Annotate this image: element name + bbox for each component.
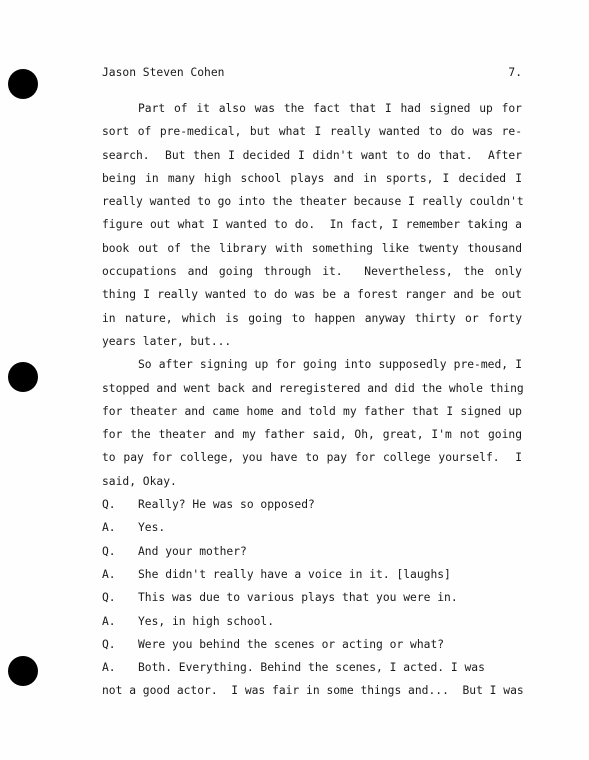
qa-line <box>102 586 522 609</box>
interviewee-name: Jason Steven Cohen <box>102 66 225 79</box>
speaker-tag: A. <box>102 521 116 535</box>
text-line: for theater and came home and told my father that I signed up <box>102 404 522 418</box>
text-line: being in many high school plays and in sports, I decided I <box>102 171 522 185</box>
speech-text: And your mother? <box>138 544 247 558</box>
speech-text: Really? He was so opposed? <box>138 498 315 512</box>
text-line: sort of pre-medical, but what I really wanted to do was re- <box>102 125 522 139</box>
text-line: in nature, which is going to happen anyway thirty or forty <box>102 311 522 325</box>
speech-text: Yes, in high school. <box>138 614 275 628</box>
text-line: really wanted to go into the theater because I really couldn't <box>102 195 524 209</box>
transcript-body <box>102 97 522 703</box>
text-line: occupations and going through it. Nevertheless, the only <box>102 265 522 279</box>
text-line: years later, but... <box>102 334 232 348</box>
qa-line <box>102 633 522 656</box>
speech-text: Both. Everything. Behind the scenes, I acted. I was <box>138 661 485 675</box>
speech-text: This was due to various plays that you were in. <box>138 591 458 605</box>
qa-line <box>102 563 522 586</box>
qa-line <box>102 516 522 539</box>
speaker-tag: Q. <box>102 544 116 558</box>
text-line: to pay for college, you have to pay for college yourself. I <box>102 451 522 465</box>
speaker-tag: A. <box>102 614 116 628</box>
binder-hole <box>8 69 38 99</box>
speech-text: Yes. <box>138 521 166 535</box>
speaker-tag: A. <box>102 567 116 581</box>
text-line: thing I really wanted to do was be a forest ranger and be out <box>102 288 522 302</box>
text-line: not a good actor. I was fair in some things and... But I was <box>102 684 524 698</box>
text-line: figure out what I wanted to do. In fact, I remember taking a <box>102 218 522 232</box>
speaker-tag: Q. <box>102 591 116 605</box>
text-line: said, Okay. <box>102 474 177 488</box>
qa-line <box>102 493 522 516</box>
qa-line <box>102 610 522 633</box>
page-number: 7. <box>508 66 522 79</box>
text-line: stopped and went back and reregistered and did the whole thing <box>102 381 524 395</box>
text-line: search. But then I decided I didn't want to do that. After <box>102 148 522 162</box>
speech-text: She didn't really have a voice in it. [laughs] <box>138 567 451 581</box>
speaker-tag: A. <box>102 661 116 675</box>
text-line: Part of it also was the fact that I had signed up for <box>138 102 522 115</box>
binder-hole <box>8 362 38 392</box>
binder-hole <box>8 656 38 686</box>
text-line: So after signing up for going into supposedly pre-med, I <box>138 358 522 372</box>
text-line: book out of the library with something like twenty thousand <box>102 241 522 255</box>
speech-text: Were you behind the scenes or acting or what? <box>138 637 445 651</box>
speaker-tag: Q. <box>102 498 116 512</box>
speaker-tag: Q. <box>102 637 116 651</box>
qa-line <box>102 656 522 679</box>
qa-line <box>102 540 522 563</box>
text-line: for the theater and my father said, Oh, great, I'm not going <box>102 428 522 442</box>
